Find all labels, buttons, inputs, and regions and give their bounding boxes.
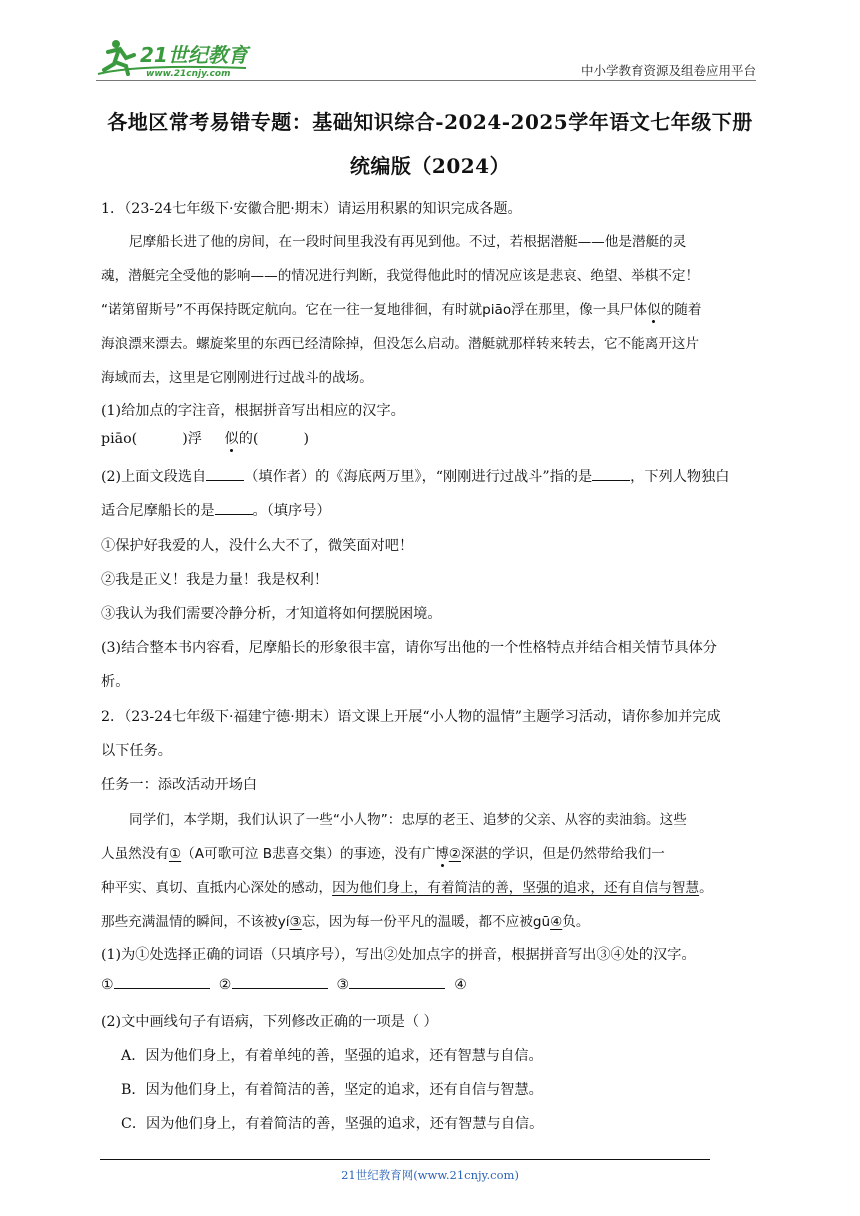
blank-marker-2: ②: [448, 846, 461, 862]
q2-passage-line3: 种平实、真切、直抵内心深处的感动，因为他们身上，有着简洁的善，坚强的追求，还有自信与智慧。: [101, 880, 713, 896]
q1-sub3-line1: (3)结合整本书内容看，尼摩船长的形象很丰富，请你写出他的一个性格特点并结合相关情节具体分: [101, 640, 717, 656]
q2-choice-b[interactable]: B．因为他们身上，有着简洁的善，坚定的追求，还有自信与智慧。: [121, 1082, 543, 1098]
q1-passage-line3: “诺第留斯号”不再保持既定航向。它在一往一复地徘徊，有时就piāo浮在那里，像一具尸体似的随着: [101, 302, 702, 318]
platform-name: 中小学教育资源及组卷应用平台: [580, 63, 756, 78]
page-title-line2: 统编版（2024）: [349, 154, 511, 178]
blank-marker-4: ④: [550, 914, 563, 930]
answer-blank[interactable]: [206, 468, 244, 481]
q1-sub1: (1)给加点的字注音，根据拼音写出相应的汉字。: [101, 403, 405, 419]
q2-choice-c[interactable]: C．因为他们身上，有着简洁的善，坚强的追求，还有智慧与自信。: [121, 1116, 544, 1132]
q1-passage-line1: 尼摩船长进了他的房间，在一段时间里我没有再见到他。不过，若根据潜艇——他是潜艇的灵: [129, 234, 687, 250]
q2-sub2: (2)文中画线句子有语病，下列修改正确的一项是（ ）: [101, 1014, 438, 1030]
q1-sub3-line2: 析。: [101, 674, 130, 690]
q2-sub1-blanks: ① ② ③ ④: [101, 977, 468, 993]
footer-link[interactable]: 21世纪教育网(www.21cnjy.com): [341, 1168, 519, 1182]
site-logo: [96, 38, 266, 78]
q2-stem-line2: 以下任务。: [101, 743, 172, 759]
q1-sub2-line1: (2)上面文段选自 （填作者）的《海底两万里》，“刚刚进行过战斗”指的是 ，下列人物独白: [101, 469, 730, 485]
header-divider: [96, 80, 756, 81]
answer-blank[interactable]: [349, 976, 445, 989]
answer-blank[interactable]: [592, 468, 630, 481]
q1-passage-line2: 魂，潜艇完全受他的影响——的情况进行判断，我觉得他此时的情况应该是悲哀、绝望、举棋不定！: [101, 268, 700, 284]
logo-url: www.21cnjy.com: [146, 69, 231, 78]
page-title-line1: 各地区常考易错专题：基础知识综合-2024-2025学年语文七年级下册: [107, 110, 753, 134]
q1-sub1-answer: piāo( )浮 似的( ): [101, 431, 310, 447]
answer-blank[interactable]: [215, 502, 253, 515]
underlined-sentence: 因为他们身上，有着简洁的善，坚强的追求，还有自信与智慧: [332, 880, 700, 896]
q1-passage-line4: 海浪漂来漂去。螺旋桨里的东西已经清除掉，但没怎么启动。潜艇就那样转来转去，它不能离开这片: [101, 336, 700, 352]
q2-passage-line2: 人虽然没有①（A可歌可泣 B悲喜交集）的事迹，没有广博②深湛的学识，但是仍然带给我们一: [101, 846, 665, 862]
footer-divider: [100, 1159, 710, 1160]
answer-blank[interactable]: [114, 976, 210, 989]
q2-stem-line1: 2．（23-24七年级下·福建宁德·期末）语文课上开展“小人物的温情”主题学习活动，请你参加并完成: [101, 709, 721, 725]
q1-option-1: ①保护好我爱的人，没什么大不了，微笑面对吧！: [101, 538, 414, 554]
blank-marker-1: ①: [168, 846, 182, 862]
q1-sub2-line2: 适合尼摩船长的是 。（填序号）: [101, 503, 331, 519]
q1-stem: 1．（23-24七年级下·安徽合肥·期末）请运用积累的知识完成各题。: [101, 201, 522, 217]
q2-passage-line1: 同学们，本学期，我们认识了一些“小人物”：忠厚的老王、追梦的父亲、从容的卖油翁。这些: [129, 812, 687, 828]
answer-blank[interactable]: [232, 976, 328, 989]
q1-option-2: ②我是正义！我是力量！我是权利！: [101, 572, 329, 588]
q2-choice-a[interactable]: A．因为他们身上，有着单纯的善，坚强的追求，还有智慧与自信。: [121, 1048, 543, 1064]
q2-sub1: (1)为①处选择正确的词语（只填序号），写出②处加点字的拼音，根据拼音写出③④处的汉字。: [101, 947, 696, 963]
q2-task1: 任务一：添改活动开场白: [101, 777, 258, 793]
q1-option-3: ③我认为我们需要冷静分析，才知道将如何摆脱困境。: [101, 606, 442, 622]
logo-title: 21世纪教育: [140, 43, 248, 67]
q1-passage-line5: 海域而去，这里是它刚刚进行过战斗的战场。: [101, 370, 373, 386]
q2-passage-line4: 那些充满温情的瞬间，不该被yí③忘，因为每一份平凡的温暖，都不应被gū④负。: [101, 914, 590, 930]
running-person-logo-icon: [96, 38, 266, 78]
blank-marker-3: ③: [289, 914, 302, 930]
dotted-char: 似: [647, 302, 661, 318]
